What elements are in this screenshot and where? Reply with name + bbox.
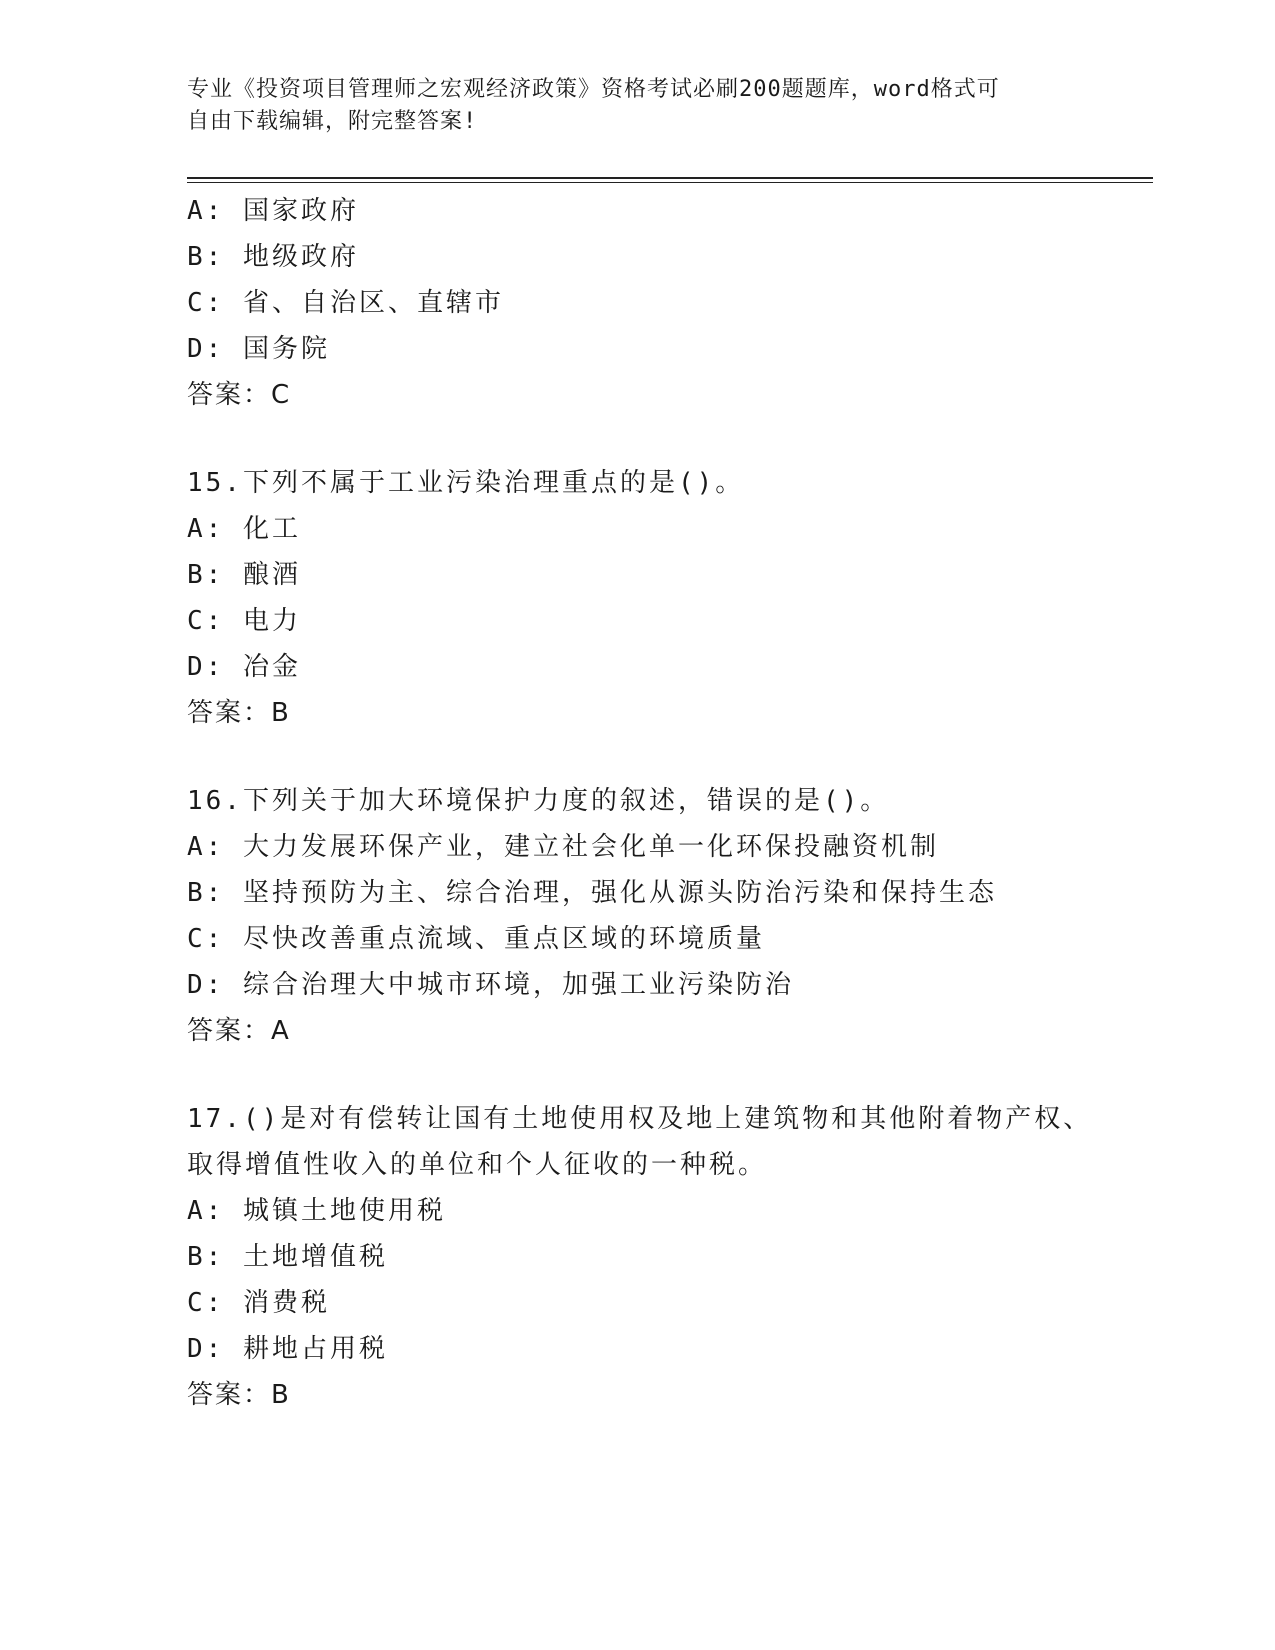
option-b: B: 地级政府 [187,242,359,272]
option-b: B: 土地增值税 [187,1242,388,1272]
question-17 [187,1096,1093,1418]
header-divider-thick [187,177,1153,179]
option-a: A: 化工 [187,514,301,544]
question-text: 16.下列关于加大环境保护力度的叙述，错误的是()。 [187,786,890,816]
question-list [187,188,1093,1418]
option-b: B: 坚持预防为主、综合治理，强化从源头防治污染和保持生态 [187,878,997,908]
document-header [187,74,1087,138]
answer: 答案：C [187,380,292,410]
option-d: D: 耕地占用税 [187,1334,388,1364]
question-15 [187,460,1087,736]
option-d: D: 冶金 [187,652,301,682]
header-line-2: 自由下载编辑，附完整答案! [187,109,478,134]
option-c: C: 尽快改善重点流域、重点区域的环境质量 [187,924,765,954]
option-c: C: 消费税 [187,1288,330,1318]
option-d: D: 国务院 [187,334,330,364]
answer: 答案：B [187,1380,291,1410]
answer: 答案：A [187,1016,291,1046]
answer: 答案：B [187,698,291,728]
question-text: 15.下列不属于工业污染治理重点的是()。 [187,468,745,498]
header-divider-thin [187,182,1153,183]
option-c: C: 电力 [187,606,301,636]
option-a: A: 城镇土地使用税 [187,1196,446,1226]
option-b: B: 酿酒 [187,560,301,590]
option-d: D: 综合治理大中城市环境，加强工业污染防治 [187,970,794,1000]
option-a: A: 大力发展环保产业，建立社会化单一化环保投融资机制 [187,832,939,862]
header-line-1: 专业《投资项目管理师之宏观经济政策》资格考试必刷200题题库，word格式可 [187,77,1000,102]
option-a: A: 国家政府 [187,196,359,226]
question-text-line-1: 17.()是对有偿转让国有土地使用权及地上建筑物和其他附着物产权、 [187,1104,1093,1134]
question-16 [187,778,1087,1054]
question-14 [187,188,1087,418]
option-c: C: 省、自治区、直辖市 [187,288,504,318]
question-text-line-2: 取得增值性收入的单位和个人征收的一种税。 [187,1150,768,1180]
